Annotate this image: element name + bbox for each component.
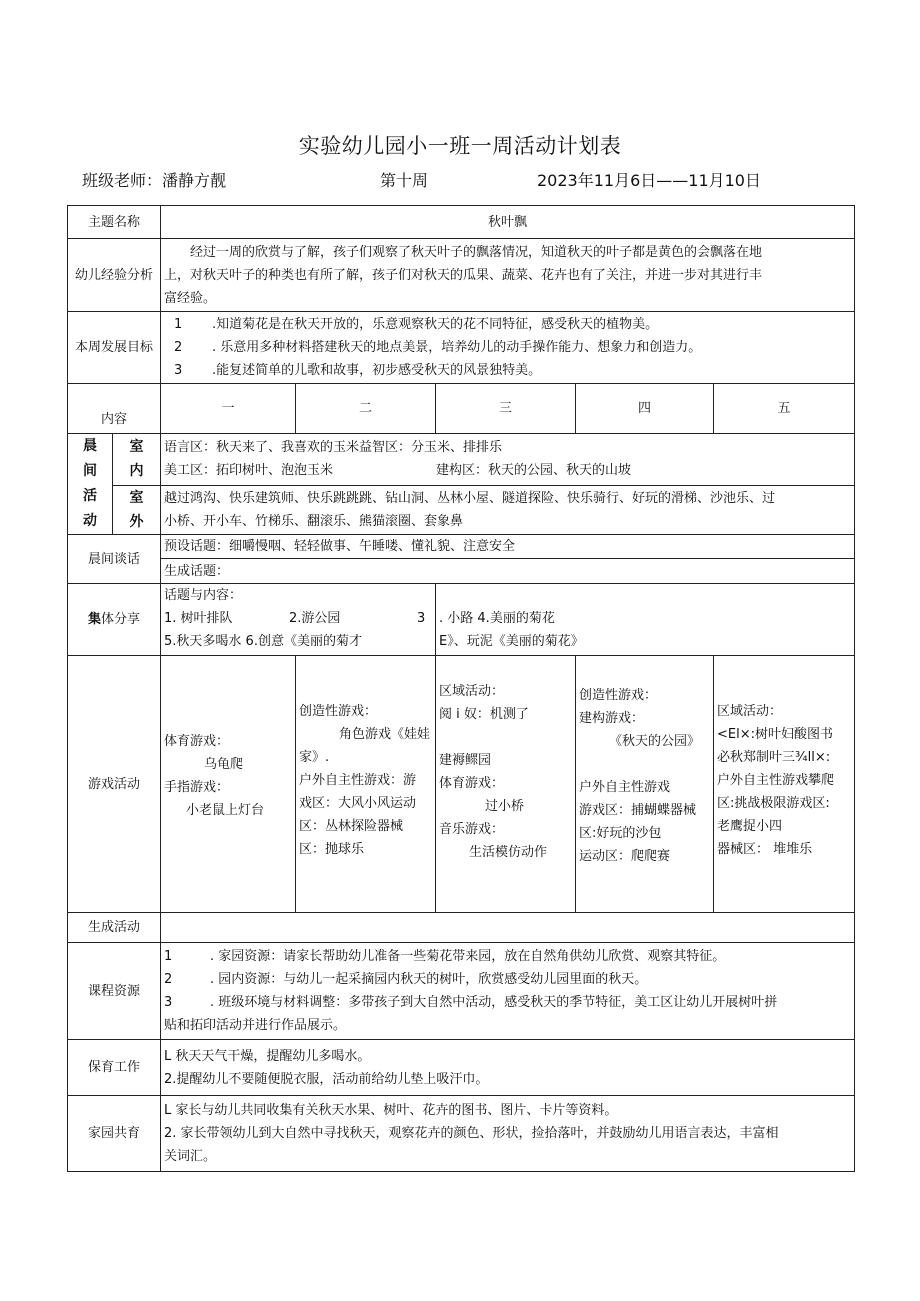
game-line: 运动区：爬爬赛 [579,849,671,864]
goal-item: 2 . 乐意用多种材料搭建秋天的地点美景，培养幼儿的动手操作能力、想象力和创造力。 [174,340,702,355]
game-line: 创造性游戏： [579,688,658,703]
game-line: 角色游戏《娃娃 [339,727,431,742]
game-line: 戏区：大风小风运动 [299,796,417,811]
goals-label: 本周发展目标 [68,312,161,384]
care-row [68,1040,855,1096]
game-line: 乌龟爬 [204,757,244,772]
resources-row [68,943,855,1040]
game-line: 区:挑战极限游戏区: [717,796,830,811]
talk-label: 晨间谈话 [68,535,161,584]
games-row [68,656,855,913]
page-title: 实验幼儿园小一班一周活动计划表 [298,134,622,158]
generated-activity-value [161,913,855,943]
experience-row [68,239,855,312]
home-item: L 家长与幼儿共同收集有关秋天水果、树叶、花卉的图书、图片、卡片等资料。 [164,1103,618,1118]
indoor-label: 室 内 [113,434,161,486]
talk-generated: 生成话题： [161,559,855,584]
date-range: 2023年11月6日——11月10日 [537,171,761,190]
resource-item: 3 . 班级环境与材料调整：多带孩子到大自然中活动，感受秋天的季节特征，美工区让幼儿开展树叶拼 [164,995,778,1010]
weekly-plan-table [67,205,855,1172]
share-line: 1. 树叶排队 2.游公园 3 [164,611,426,626]
outdoor-label: 室 外 [113,485,161,535]
day-4: 四 [576,384,714,434]
outdoor-line: 越过鸿沟、快乐建筑师、快乐跳跳跳、钻山洞、丛林小屋、隧道探险、快乐骑行、好玩的滑梯、沙池乐、过 [164,490,776,506]
game-line: 必秋郑制叶三¾ll×: [717,750,831,765]
games-day-3 [436,656,576,913]
share-line: 5.秋天多喝水 6.创意《美丽的菊才 [164,634,362,649]
game-line: 手指游戏： [164,780,230,795]
share-topic-label: 话题与内容： [164,588,243,603]
home-item: 关词汇。 [164,1149,217,1164]
game-line: 建构游戏： [579,711,645,726]
game-line: 老鹰捉小四 [717,819,783,834]
theme-value: 秋叶飘 [161,206,855,239]
game-line: 小老鼠上灯台 [186,803,265,818]
theme-label: 主题名称 [68,206,161,239]
outdoor-line: 小桥、开小车、竹梯乐、翻滚乐、熊猫滚圈、套象鼻 [164,513,464,529]
morning-indoor-row [68,434,855,486]
experience-label: 幼儿经验分析 [68,239,161,312]
goal-item: 3 .能复述简单的儿歌和故事，初步感受秋天的风景独特美。 [174,363,542,378]
game-line: 生活模仿动作 [469,845,548,860]
games-day-5 [714,656,855,913]
teacher-names: 潘静方靓 [162,171,227,190]
game-line: 区域活动： [439,684,505,699]
talk-generated-row [68,559,855,584]
games-label: 游戏活动 [68,656,161,913]
day-2: 二 [296,384,436,434]
game-line: 区：丛林探险器械 [299,819,404,834]
theme-row [68,206,855,239]
talk-preset-row [68,535,855,559]
days-row [68,384,855,434]
morning-outdoor-row [68,485,855,535]
resource-item-wrap: 贴和拓印活动并进行作品展示。 [164,1018,347,1033]
experience-line: 上，对秋天叶子的种类也有所了解，孩子们对秋天的瓜果、蔬菜、花卉也有了关注，并进一步对其进行丰 [164,267,763,283]
game-line: 区：抛球乐 [299,842,365,857]
game-line: 游戏区：捕蝴蝶器械 [579,803,697,818]
game-line: 家》. [299,750,330,765]
game-line: 体育游戏： [164,734,230,749]
talk-preset: 预设话题：细嚼慢咽、轻轻做事、午睡喽、懂礼貌、注意安全 [161,535,855,559]
outdoor-areas [161,485,855,535]
game-line: 过小桥 [485,799,525,814]
home-item: 2. 家长带领幼儿到大自然中寻找秋天，观察花卉的颜色、形状，捡拾落叶，并鼓励幼儿用语言表达，丰富相 [164,1126,779,1141]
week-label: 第十周 [380,171,429,190]
game-line: 区域活动： [717,704,783,719]
goal-item: 1 .知道菊花是在秋天开放的，乐意观察秋天的花不同特征，感受秋天的植物美。 [174,317,659,332]
care-list [161,1040,855,1096]
resource-item: 1 . 家园资源：请家长帮助幼儿准备一些菊花带来园，放在自然角供幼儿欣赏、观察其特征。 [164,949,726,964]
home-label: 家园共育 [68,1096,161,1172]
share-left [161,584,436,656]
game-line: 区:好玩的沙包 [579,826,662,841]
indoor-line: 美工区：拓印树叶、泡泡玉米 建构区：秋天的公园、秋天的山坡 [164,463,632,479]
game-line: 阅 i 奴：机测了 [439,707,529,722]
share-label: 集体分享 [68,584,161,656]
generated-activity-label: 生成活动 [68,913,161,943]
experience-text [161,239,855,312]
game-line: 创造性游戏： [299,704,378,719]
game-line: 器械区： 堆堆乐 [717,842,813,857]
teacher-row [82,168,226,191]
experience-line: 经过一周的欣赏与了解，孩子们观察了秋天叶子的飘落情况，知道秋天的叶子都是黄色的会飘落在地 [190,244,763,260]
experience-line: 富经验。 [164,290,217,306]
share-line: . 小路 4.美丽的菊花 [439,611,555,626]
game-line: 户外自主性游戏攀爬 [717,773,835,788]
home-list [161,1096,855,1172]
share-right [436,584,855,656]
goals-list [161,312,855,384]
games-day-2 [296,656,436,913]
share-line: E》、玩泥《美丽的菊花》 [439,634,584,649]
generated-activity-row [68,913,855,943]
care-item: L 秋天天气干燥，提醒幼儿多喝水。 [164,1048,371,1064]
game-line: 体育游戏： [439,776,505,791]
games-day-4 [576,656,714,913]
game-line: 户外自主性游戏：游 [299,773,417,788]
game-line: <El×:树叶妇酸图书 [717,727,834,742]
games-day-1 [161,656,296,913]
resources-list [161,943,855,1040]
day-5: 五 [714,384,855,434]
game-line [579,753,710,776]
goals-row [68,312,855,384]
home-row [68,1096,855,1172]
day-1: 一 [161,384,296,434]
game-line: 《秋天的公园》 [609,734,701,749]
indoor-line: 语言区：秋天来了、我喜欢的玉米益智区：分玉米、排排乐 [164,440,503,456]
care-label: 保育工作 [68,1040,161,1096]
indoor-areas [161,434,855,486]
content-label: 内容 [68,384,161,434]
resources-label: 课程资源 [68,943,161,1040]
game-line: 建褥鳏园 [439,753,492,768]
game-line: 音乐游戏： [439,822,505,837]
resource-item: 2 . 园内资源：与幼儿一起采摘园内秋天的树叶，欣赏感受幼儿园里面的秋天。 [164,972,648,987]
game-line: 户外自主性游戏 [579,780,671,795]
morning-activity-label: 晨 间 活 动 [68,434,113,535]
game-line [439,726,572,749]
share-row [68,584,855,656]
care-item: 2.提醒幼儿不要随便脱衣服，活动前给幼儿垫上吸汗巾。 [164,1071,489,1087]
day-3: 三 [436,384,576,434]
teacher-label: 班级老师： [82,171,163,190]
